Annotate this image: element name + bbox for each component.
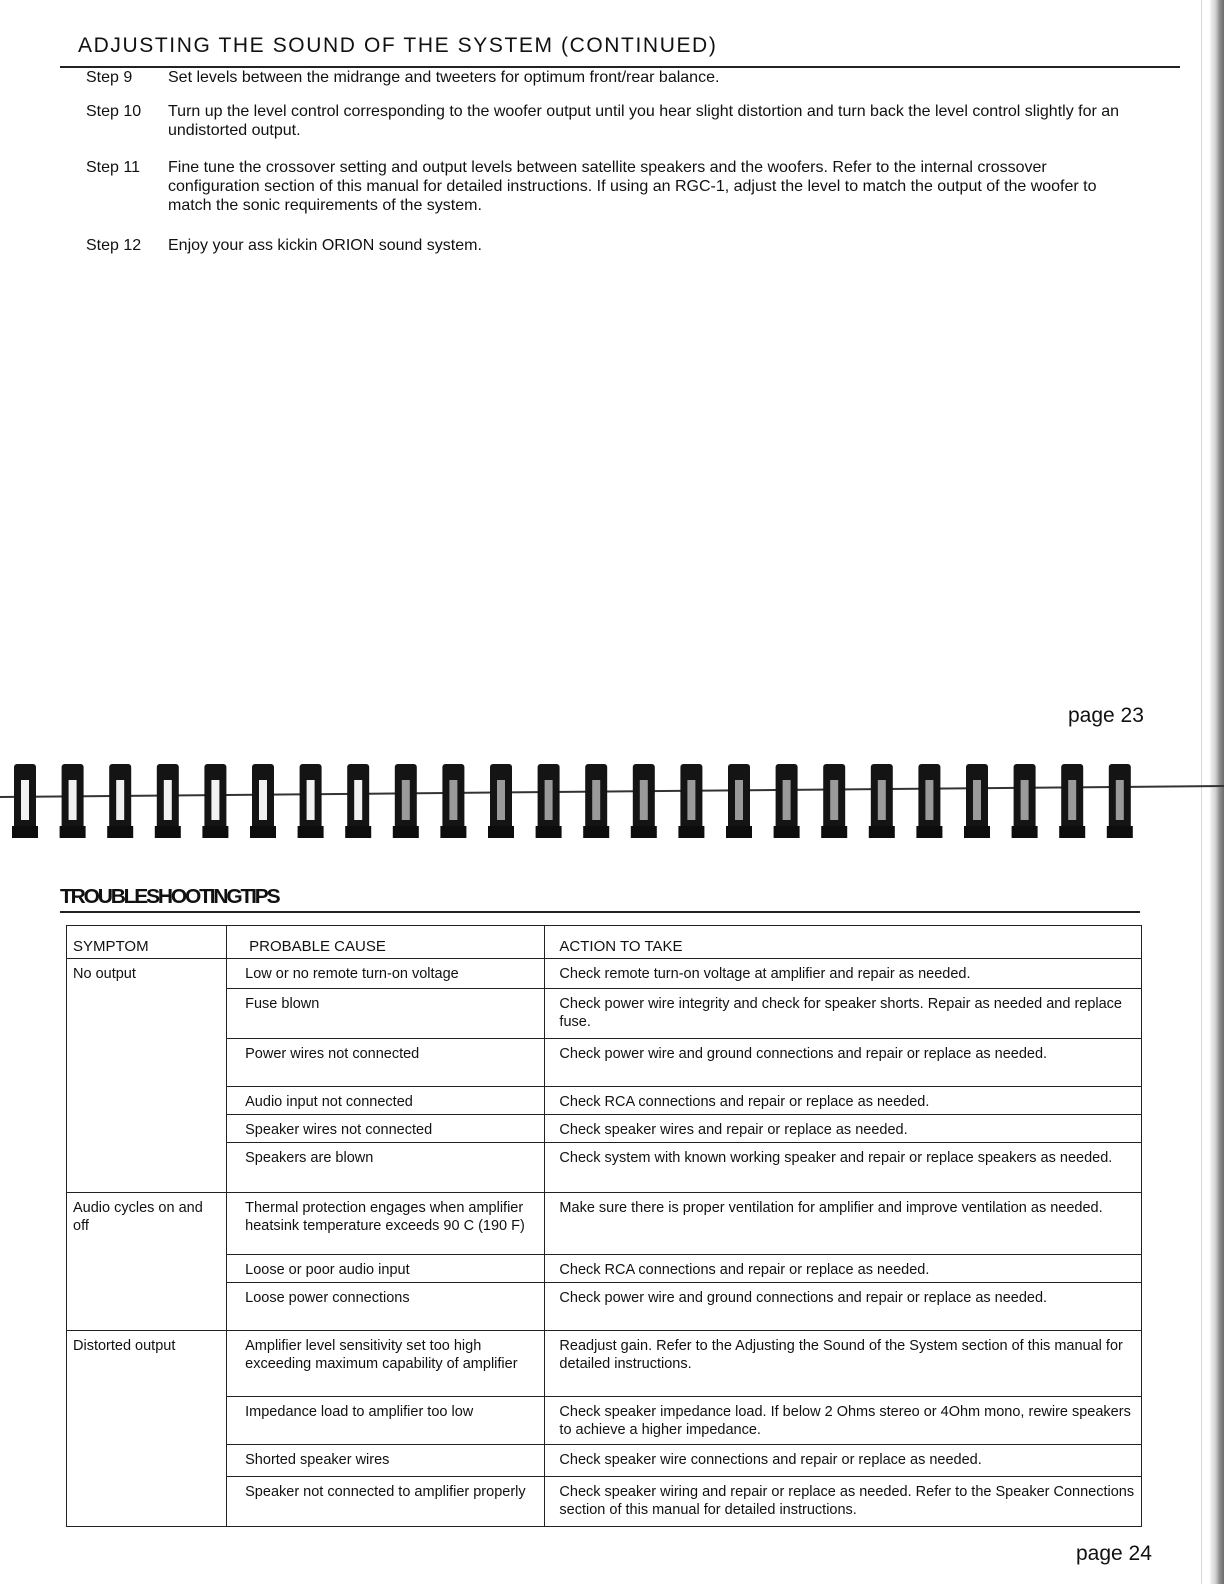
symptom-cell: Distorted output — [67, 1331, 227, 1527]
table-row — [67, 1193, 1142, 1255]
cause-cell: Loose power connections — [227, 1283, 545, 1331]
binding-coil — [440, 764, 466, 838]
cause-cell: Thermal protection engages when amplifier heatsink temperature exceeds 90 C (190 F) — [227, 1193, 545, 1255]
binding-coil — [536, 764, 562, 838]
troubleshooting-table — [66, 925, 1142, 1527]
binding-coil — [1059, 764, 1085, 838]
binding-coil — [60, 764, 86, 838]
action-cell: Check speaker impedance load. If below 2 Ohms stereo or 4Ohm mono, rewire speakers to achieve a higher impedance. — [545, 1397, 1142, 1445]
step-text: Fine tune the crossover setting and output levels between satellite speakers and the woofers. Refer to the internal crossover configuration section of this manual for detailed instructions. If using an RGC-1, adjust the level to match the output of the woofer to match the sonic requirements of the system. — [168, 159, 1097, 214]
cause-cell: Speakers are blown — [227, 1143, 545, 1193]
binding-coil — [345, 764, 371, 838]
step-label: Step 12 — [86, 237, 142, 254]
header-action: ACTION TO TAKE — [545, 926, 1142, 959]
action-cell: Check system with known working speaker and repair or replace speakers as needed. — [545, 1143, 1142, 1193]
cause-cell: Shorted speaker wires — [227, 1445, 545, 1477]
troubleshooting-title: TROUBLESHOOTINGTIPS — [60, 886, 279, 908]
binding-coil — [678, 764, 704, 838]
binding-coil — [631, 764, 657, 838]
action-cell: Check speaker wiring and repair or replace as needed. Refer to the Speaker Connections section of this manual for detailed instructions. — [545, 1477, 1142, 1527]
section-title: ADJUSTING THE SOUND OF THE SYSTEM (CONTINUED) — [78, 34, 718, 57]
table-row — [67, 1039, 1142, 1087]
troubleshooting-rule — [60, 911, 1140, 913]
cause-cell: Amplifier level sensitivity set too high exceeding maximum capability of amplifier — [227, 1331, 545, 1397]
step-label: Step 11 — [86, 159, 140, 176]
action-cell: Check RCA connections and repair or replace as needed. — [545, 1087, 1142, 1115]
step-10 — [86, 102, 1126, 140]
step-text: Set levels between the midrange and tweeters for optimum front/rear balance. — [168, 69, 720, 86]
binding-coil — [250, 764, 276, 838]
binding-coil — [488, 764, 514, 838]
binding-coil — [155, 764, 181, 838]
symptom-cell: No output — [67, 959, 227, 1193]
table-row — [67, 1397, 1142, 1445]
step-text: Enjoy your ass kickin ORION sound system. — [168, 237, 482, 254]
binding-coil — [964, 764, 990, 838]
step-label: Step 10 — [86, 103, 142, 120]
action-cell: Check remote turn-on voltage at amplifier and repair as needed. — [545, 959, 1142, 989]
action-cell: Check speaker wires and repair or replace as needed. — [545, 1115, 1142, 1143]
table-row — [67, 1331, 1142, 1397]
table-row — [67, 1477, 1142, 1527]
cause-cell: Low or no remote turn-on voltage — [227, 959, 545, 989]
page-number-bottom: page 24 — [1076, 1542, 1152, 1565]
binding-coil — [726, 764, 752, 838]
binding-coil — [916, 764, 942, 838]
binding-coil — [821, 764, 847, 838]
cause-cell: Impedance load to amplifier too low — [227, 1397, 545, 1445]
binding-coil — [1107, 764, 1133, 838]
cause-cell: Loose or poor audio input — [227, 1255, 545, 1283]
cause-cell: Audio input not connected — [227, 1087, 545, 1115]
binding-coil — [774, 764, 800, 838]
binding-coil — [107, 764, 133, 838]
action-cell: Make sure there is proper ventilation for amplifier and improve ventilation as needed. — [545, 1193, 1142, 1255]
binding-coil — [12, 764, 38, 838]
step-label: Step 9 — [86, 69, 133, 86]
binding-coil — [393, 764, 419, 838]
spiral-binding — [0, 760, 1224, 850]
step-text: Turn up the level control corresponding to the woofer output until you hear slight distortion and turn back the level control slightly for an undistorted output. — [168, 103, 1120, 139]
cause-cell: Speaker not connected to amplifier properly — [227, 1477, 545, 1527]
table-row — [67, 959, 1142, 989]
step-9 — [86, 68, 1126, 87]
header-symptom: SYMPTOM — [67, 926, 227, 959]
binding-coil — [869, 764, 895, 838]
table-row — [67, 1087, 1142, 1115]
binding-coil — [583, 764, 609, 838]
header-probable-cause: PROBABLE CAUSE — [227, 926, 545, 959]
binding-coil — [298, 764, 324, 838]
table-row — [67, 1115, 1142, 1143]
action-cell: Check power wire integrity and check for speaker shorts. Repair as needed and replace fuse. — [545, 989, 1142, 1039]
step-11 — [86, 158, 1126, 215]
table-row — [67, 989, 1142, 1039]
action-cell: Readjust gain. Refer to the Adjusting the Sound of the System section of this manual for detailed instructions. — [545, 1331, 1142, 1397]
table-row — [67, 1143, 1142, 1193]
page-number-top: page 23 — [1068, 704, 1144, 727]
binding-coil — [1012, 764, 1038, 838]
cause-cell: Fuse blown — [227, 989, 545, 1039]
table-row — [67, 1445, 1142, 1477]
table-header-row — [67, 926, 1142, 959]
action-cell: Check speaker wire connections and repair or replace as needed. — [545, 1445, 1142, 1477]
table-row — [67, 1255, 1142, 1283]
table-row — [67, 1283, 1142, 1331]
cause-cell: Speaker wires not connected — [227, 1115, 545, 1143]
cause-cell: Power wires not connected — [227, 1039, 545, 1087]
action-cell: Check power wire and ground connections and repair or replace as needed. — [545, 1039, 1142, 1087]
step-12 — [86, 236, 1126, 255]
symptom-cell: Audio cycles on and off — [67, 1193, 227, 1331]
action-cell: Check RCA connections and repair or replace as needed. — [545, 1255, 1142, 1283]
binding-coil — [202, 764, 228, 838]
action-cell: Check power wire and ground connections and repair or replace as needed. — [545, 1283, 1142, 1331]
